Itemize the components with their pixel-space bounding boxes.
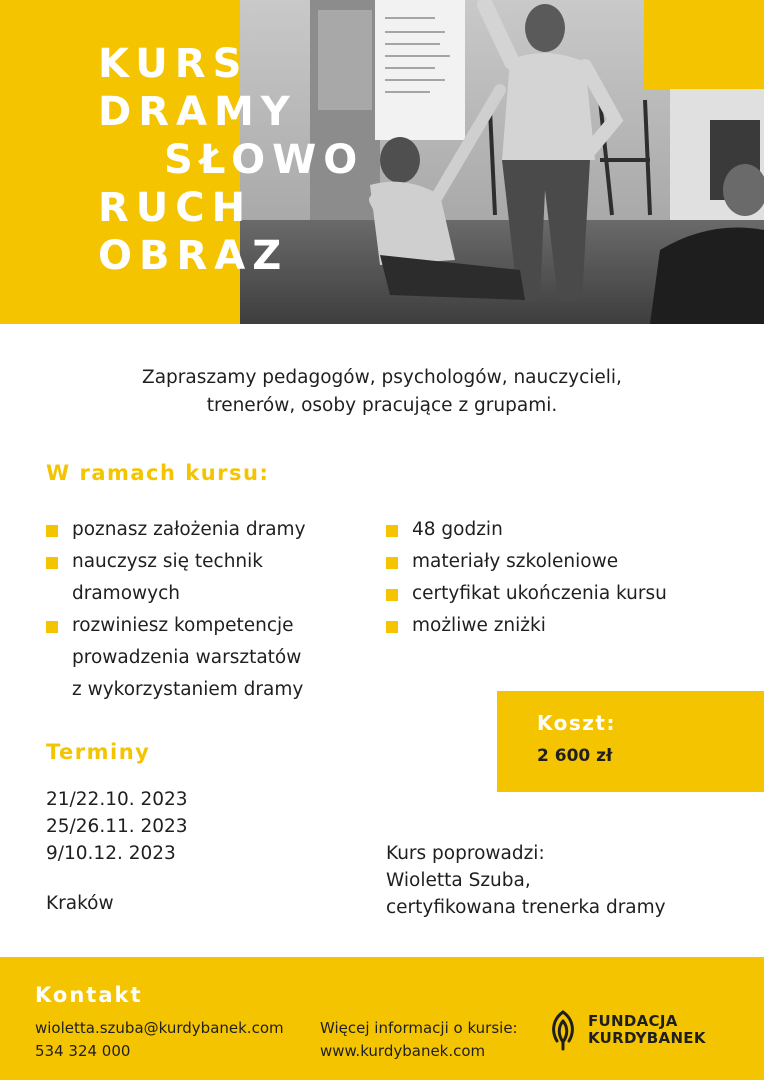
terms-heading: Terminy	[46, 740, 151, 764]
list-item-text: rozwiniesz kompetencje	[72, 615, 294, 636]
price-value: 2 600 zł	[537, 746, 613, 766]
date-item: 9/10.12. 2023	[46, 843, 176, 864]
contact-phone[interactable]: 534 324 000	[35, 1042, 131, 1060]
list-item	[46, 514, 306, 546]
price-box	[497, 691, 764, 792]
list-item: certyfikat ukończenia kursu	[386, 578, 667, 610]
list-item-text: poznasz założenia dramy	[72, 519, 306, 540]
footer	[0, 957, 764, 1080]
list-item	[46, 610, 306, 706]
course-heading: W ramach kursu:	[46, 461, 270, 485]
foundation-logo	[548, 1009, 706, 1051]
list-item-text: prowadzenia warsztatów	[72, 647, 302, 668]
trainer-line: Wioletta Szuba,	[386, 870, 531, 891]
list-item-text: z wykorzystaniem dramy	[72, 679, 304, 700]
trainer-line: certyfikowana trenerka dramy	[386, 897, 666, 918]
intro-line: Zapraszamy pedagogów, psychologów, nauczycieli,	[142, 367, 622, 388]
title-line: KURS	[98, 41, 249, 87]
website-link[interactable]: www.kurdybanek.com	[320, 1042, 486, 1060]
list-item-text: nauczysz się technik	[72, 551, 263, 572]
contact-heading: Kontakt	[35, 983, 143, 1007]
kurdybanek-logo-icon	[548, 1009, 578, 1051]
list-item: możliwe zniżki	[386, 610, 667, 642]
title-line: OBRAZ	[98, 233, 289, 279]
date-item: 21/22.10. 2023	[46, 789, 188, 810]
contact-details	[35, 1017, 284, 1063]
trainer-info	[386, 840, 666, 921]
date-item: 25/26.11. 2023	[46, 816, 188, 837]
intro-line: trenerów, osoby pracujące z grupami.	[206, 395, 558, 416]
course-list-right	[386, 514, 667, 642]
city: Kraków	[46, 893, 114, 914]
list-item: materiały szkoleniowe	[386, 546, 667, 578]
hero-corner-accent	[644, 0, 764, 89]
list-item	[46, 546, 306, 610]
logo-line: FUNDACJA	[588, 1012, 678, 1030]
dates-list	[46, 786, 188, 867]
title-line: RUCH	[98, 185, 253, 231]
more-info-label: Więcej informacji o kursie:	[320, 1019, 518, 1037]
trainer-line: Kurs poprowadzi:	[386, 843, 545, 864]
more-info	[320, 1017, 518, 1063]
title-line: DRAMY	[98, 89, 297, 135]
price-label: Koszt:	[537, 711, 616, 735]
intro-text	[0, 364, 764, 420]
list-item: 48 godzin	[386, 514, 667, 546]
contact-email[interactable]: wioletta.szuba@kurdybanek.com	[35, 1019, 284, 1037]
logo-text	[588, 1013, 706, 1047]
course-list-left	[46, 514, 306, 706]
list-item-text: dramowych	[72, 583, 181, 604]
title-line: SŁOWO	[164, 137, 365, 183]
poster-title	[98, 40, 364, 280]
logo-line: KURDYBANEK	[588, 1029, 706, 1047]
